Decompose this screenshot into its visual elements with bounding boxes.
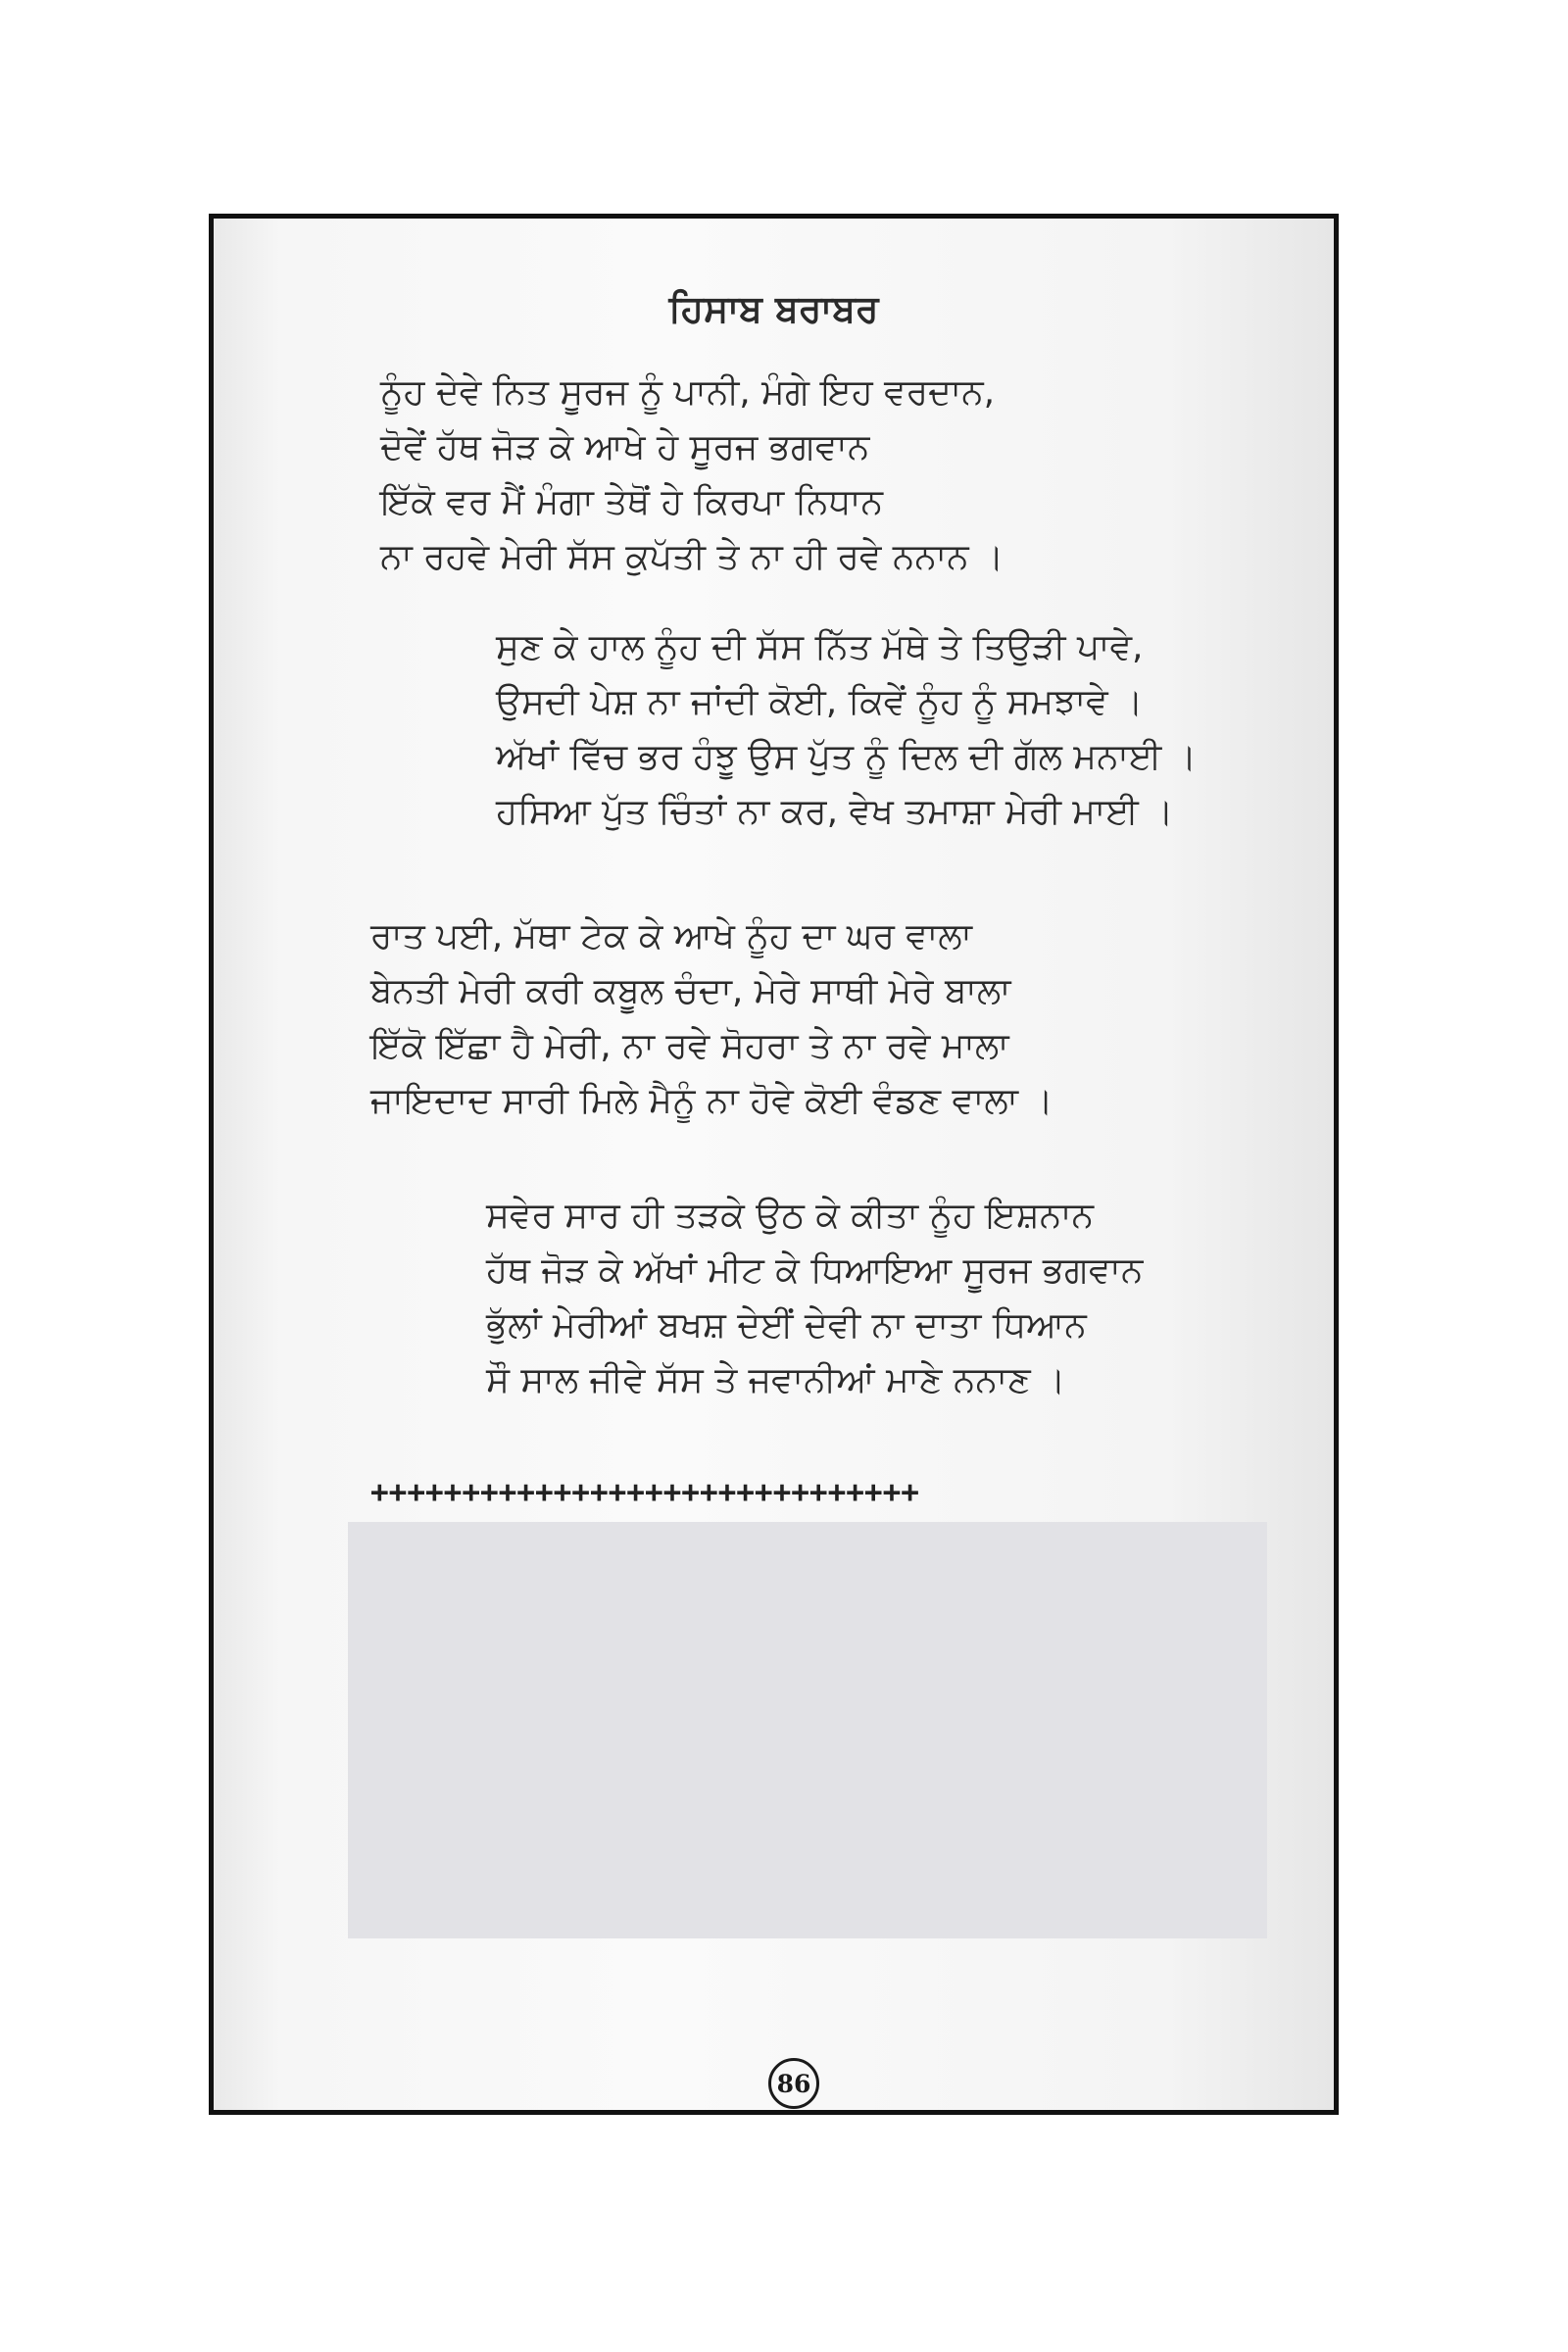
poem-line: ਹੱਥ ਜੋੜ ਕੇ ਅੱਖਾਂ ਮੀਟ ਕੇ ਧਿਆਇਆ ਸੂਰਜ ਭਗਵਾਨ bbox=[486, 1250, 1144, 1291]
poem-line: ਸਵੇਰ ਸਾਰ ਹੀ ਤੜਕੇ ਉਠ ਕੇ ਕੀਤਾ ਨੂੰਹ ਇਸ਼ਨਾਨ bbox=[486, 1196, 1095, 1236]
poem-line: ਨੂੰਹ ਦੇਵੇ ਨਿਤ ਸੂਰਜ ਨੂੰ ਪਾਨੀ, ਮੰਗੇ ਇਹ ਵਰਦਾਨ, bbox=[380, 372, 996, 413]
poem-line: ਇੱਕੋ ਇੱਛਾ ਹੈ ਮੇਰੀ, ਨਾ ਰਵੇ ਸੋਹਰਾ ਤੇ ਨਾ ਰਵੇ ਮਾਲਾ bbox=[370, 1026, 1009, 1066]
poem-line: ਸੌ ਸਾਲ ਜੀਵੇ ਸੱਸ ਤੇ ਜਵਾਨੀਆਂ ਮਾਣੇ ਨਨਾਣ । bbox=[486, 1360, 1066, 1400]
poem-line: ਅੱਖਾਂ ਵਿੱਚ ਭਰ ਹੰਝੂ ਉਸ ਪੁੱਤ ਨੂੰ ਦਿਲ ਦੀ ਗੱਲ ਮਨਾਈ । bbox=[496, 737, 1198, 777]
book-page bbox=[209, 214, 1339, 2115]
poem-line: ਭੁੱਲਾਂ ਮੇਰੀਆਂ ਬਖਸ਼ ਦੇਈਂ ਦੇਵੀ ਨਾ ਦਾਤਾ ਧਿਆਨ bbox=[486, 1305, 1087, 1346]
poem-line: ਹਸਿਆ ਪੁੱਤ ਚਿੰਤਾਂ ਨਾ ਕਰ, ਵੇਖ ਤਮਾਸ਼ਾ ਮੇਰੀ ਮਾਈ । bbox=[496, 792, 1174, 832]
stanza-4 bbox=[486, 1189, 1143, 1408]
stanza-3 bbox=[370, 909, 1054, 1129]
poem-line: ਉਸਦੀ ਪੇਸ਼ ਨਾ ਜਾਂਦੀ ਕੋਈ, ਕਿਵੇਂ ਨੂੰਹ ਨੂੰ ਸਮਝਾਵੇ । bbox=[496, 682, 1144, 722]
poem-title: ਹਿਸਾਬ ਬਰਾਬਰ bbox=[668, 287, 879, 330]
poem-line: ਨਾ ਰਹਵੇ ਮੇਰੀ ਸੱਸ ਕੁਪੱਤੀ ਤੇ ਨਾ ਹੀ ਰਵੇ ਨਨਾਨ । bbox=[380, 537, 1004, 577]
poem-line: ਸੁਣ ਕੇ ਹਾਲ ਨੂੰਹ ਦੀ ਸੱਸ ਨਿੱਤ ਮੱਥੇ ਤੇ ਤਿਉੜੀ ਪਾਵੇ, bbox=[496, 627, 1144, 667]
poem-line: ਬੇਨਤੀ ਮੇਰੀ ਕਰੀ ਕਬੂਲ ਚੰਦਾ, ਮੇਰੇ ਸਾਥੀ ਮੇਰੇ ਬਾਲਾ bbox=[370, 971, 1011, 1011]
redaction-box bbox=[348, 1522, 1267, 1938]
poem-line: ਰਾਤ ਪਈ, ਮੱਥਾ ਟੇਕ ਕੇ ਆਖੇ ਨੂੰਹ ਦਾ ਘਰ ਵਾਲਾ bbox=[370, 916, 972, 956]
poem-line: ਇੱਕੋ ਵਰ ਮੈਂ ਮੰਗਾ ਤੇਥੋਂ ਹੇ ਕਿਰਪਾ ਨਿਧਾਨ bbox=[380, 482, 884, 522]
poem-line: ਦੋਵੇਂ ਹੱਥ ਜੋੜ ਕੇ ਆਖੇ ਹੇ ਸੂਰਜ ਭਗਵਾਨ bbox=[380, 427, 870, 467]
section-divider: ++++++++++++++++++++++++++++++ bbox=[370, 1475, 919, 1510]
stanza-2 bbox=[496, 620, 1197, 840]
stanza-1 bbox=[380, 366, 1004, 585]
page-number: 86 bbox=[768, 2058, 819, 2109]
poem-line: ਜਾਇਦਾਦ ਸਾਰੀ ਮਿਲੇ ਮੈਨੂੰ ਨਾ ਹੋਵੇ ਕੋਈ ਵੰਡਣ ਵਾਲਾ । bbox=[370, 1081, 1054, 1121]
